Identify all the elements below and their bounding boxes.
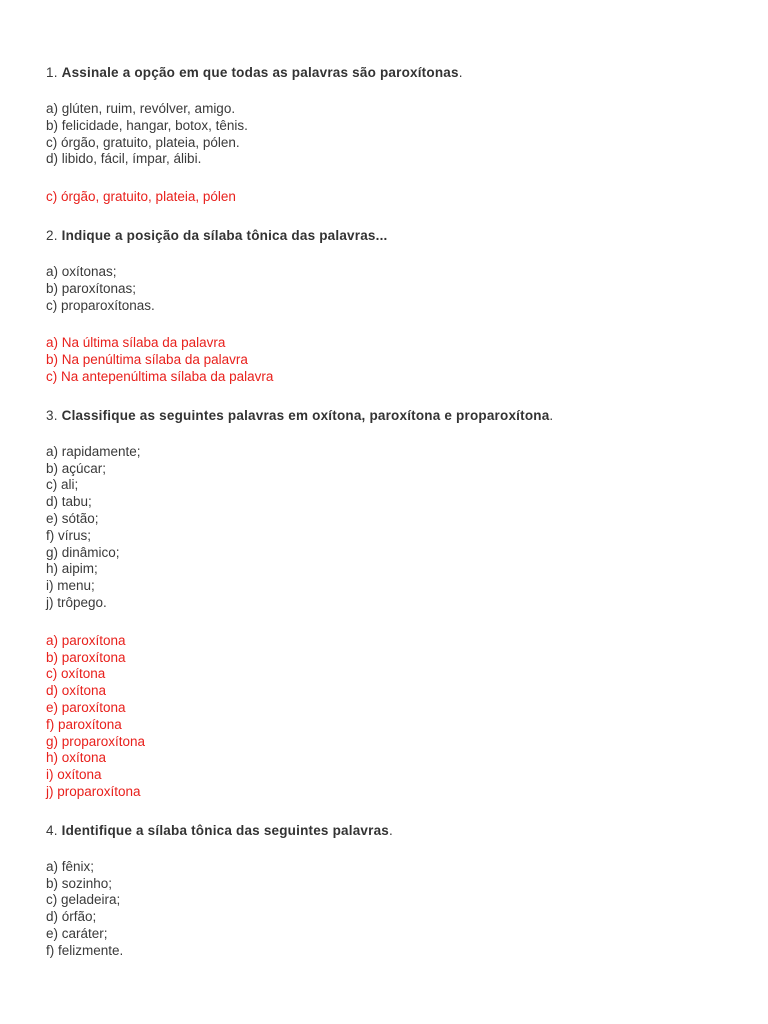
option-item: b) paroxítonas; — [46, 280, 137, 296]
option-item: j) trôpego. — [46, 594, 107, 610]
question-suffix: . — [549, 407, 554, 423]
answer-item: j) proparoxítona — [46, 783, 141, 799]
answer-item: a) Na última sílaba da palavra — [46, 335, 226, 351]
option-item: b) felicidade, hangar, botox, tênis. — [46, 117, 248, 133]
answer-item: c) oxítona — [46, 666, 106, 682]
question-title — [46, 64, 748, 81]
question-title — [46, 407, 748, 424]
option-item: c) proparoxítonas. — [46, 297, 155, 313]
answer-list — [46, 633, 748, 801]
answer-item: a) paroxítona — [46, 632, 126, 648]
option-item: b) sozinho; — [46, 875, 113, 891]
option-item: d) libido, fácil, ímpar, álibi. — [46, 151, 202, 167]
answer-item: b) Na penúltima sílaba da palavra — [46, 352, 248, 368]
option-item: a) glúten, ruim, revólver, amigo. — [46, 101, 236, 116]
option-item: b) açúcar; — [46, 460, 107, 476]
answer-list — [46, 189, 748, 206]
option-item: a) fênix; — [46, 858, 95, 874]
options-list — [46, 101, 748, 168]
question-3 — [46, 407, 748, 801]
option-item: f) vírus; — [46, 527, 92, 543]
answer-item: h) oxítona — [46, 750, 107, 766]
question-1 — [46, 64, 748, 206]
option-item: d) órfão; — [46, 909, 97, 925]
options-list — [46, 859, 748, 960]
options-list — [46, 264, 748, 314]
question-number: 4. — [46, 822, 58, 838]
answer-item: e) paroxítona — [46, 699, 126, 715]
option-item: f) felizmente. — [46, 942, 124, 958]
question-4 — [46, 822, 748, 960]
question-suffix: . — [458, 65, 463, 80]
option-item: a) oxítonas; — [46, 263, 117, 279]
option-item: a) rapidamente; — [46, 443, 141, 459]
question-text: Classifique as seguintes palavras em oxítona, paroxítona e proparoxítona — [61, 407, 550, 423]
option-item: i) menu; — [46, 578, 95, 594]
question-text: Assinale a opção em que todas as palavras são paroxítonas — [61, 65, 459, 80]
option-item: e) sótão; — [46, 510, 99, 526]
answer-item: g) proparoxítona — [46, 733, 146, 749]
question-number: 1. — [46, 65, 58, 80]
question-title — [46, 822, 748, 839]
question-text: Indique a posição da sílaba tônica das palavras... — [61, 227, 388, 243]
document-page — [46, 64, 748, 959]
question-2 — [46, 227, 748, 386]
question-number: 2. — [46, 227, 58, 243]
question-number: 3. — [46, 407, 58, 423]
answer-item: c) órgão, gratuito, plateia, pólen — [46, 189, 236, 205]
question-title — [46, 227, 748, 244]
option-item: c) ali; — [46, 477, 79, 493]
answer-item: i) oxítona — [46, 767, 102, 783]
option-item: g) dinâmico; — [46, 544, 120, 560]
question-suffix: . — [388, 822, 393, 838]
answer-item: c) Na antepenúltima sílaba da palavra — [46, 368, 274, 384]
question-text: Identifique a sílaba tônica das seguintes palavras — [61, 822, 389, 838]
answer-item: d) oxítona — [46, 683, 107, 699]
option-item: h) aipim; — [46, 561, 98, 577]
option-item: d) tabu; — [46, 494, 92, 510]
option-item: e) caráter; — [46, 925, 108, 941]
option-item: c) geladeira; — [46, 892, 121, 908]
answer-item: b) paroxítona — [46, 649, 126, 665]
answer-list — [46, 335, 748, 385]
answer-item: f) paroxítona — [46, 716, 122, 732]
options-list — [46, 444, 748, 612]
option-item: c) órgão, gratuito, plateia, pólen. — [46, 134, 240, 150]
